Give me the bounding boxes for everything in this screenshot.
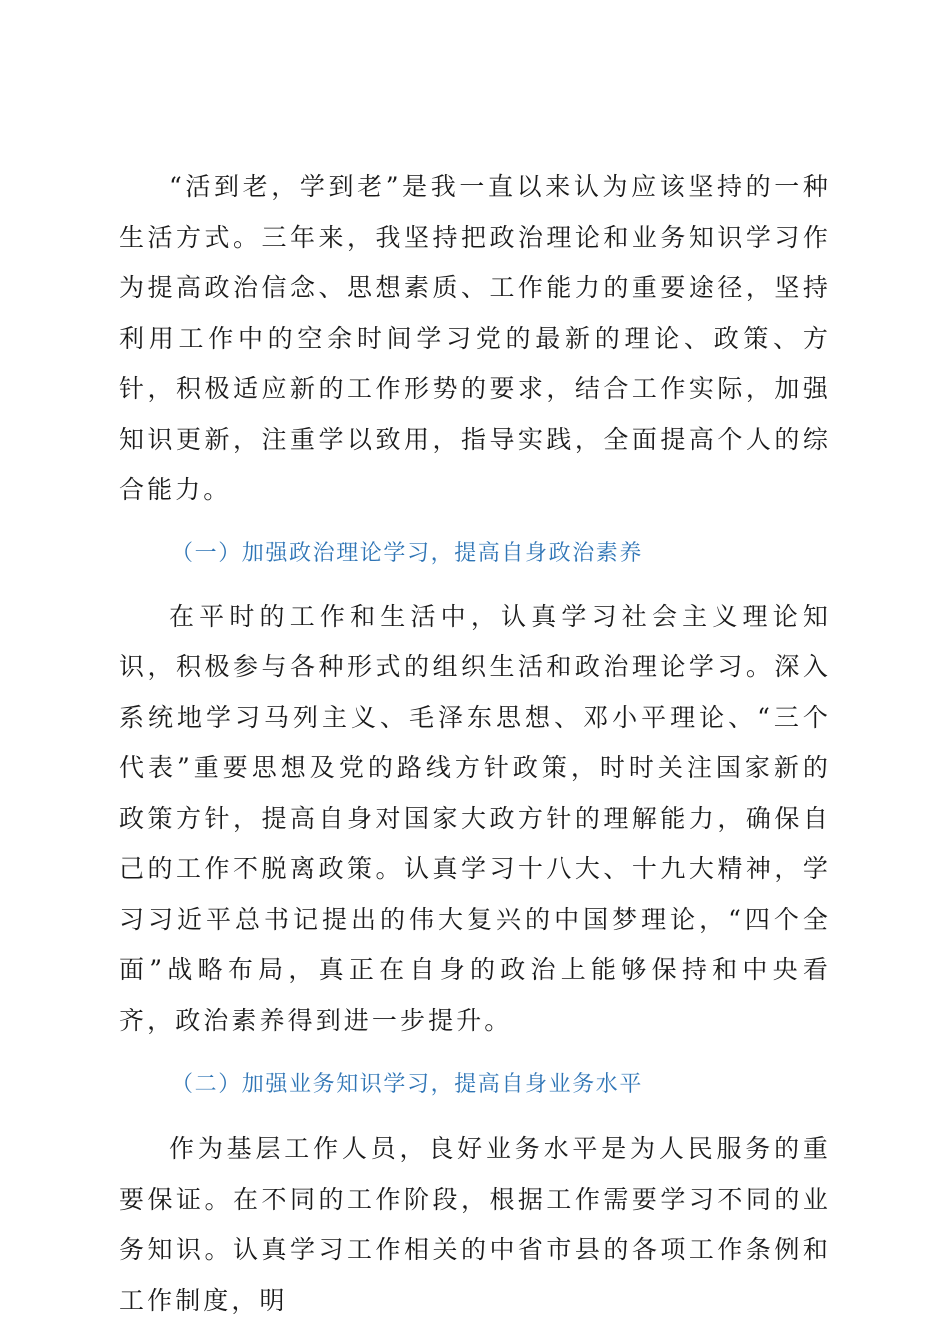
section-heading-2: （二）加强业务知识学习，提高自身业务水平 bbox=[171, 1072, 644, 1097]
intro-paragraph: “活到老，学到老”是我一直以来认为应该坚持的一种生活方式。三年来，我坚持把政治理论和业务知识学习作为提高政治信念、思想素质、工作能力的重要途径，坚持利用工作中的空余时间学习党的最新的理论、政策、方针，积极适应新的工作形势的要求，结合工作实际，加强知识更新，注重学以致用，指导实践，全面提高个人的综合能力。 bbox=[119, 172, 831, 504]
section-1-paragraph: 在平时的工作和生活中，认真学习社会主义理论知识，积极参与各种形式的组织生活和政治理论学习。深入系统地学习马列主义、毛泽东思想、邓小平理论、“三个代表”重要思想及党的路线方针政策，时时关注国家新的政策方针，提高自身对国家大政方针的理解能力，确保自己的工作不脱离政策。认真学习十八大、十九大精神，学习习近平总书记提出的伟大复兴的中国梦理论，“四个全面”战略布局，真正在自身的政治上能够保持和中央看齐，政治素养得到进一步提升。 bbox=[119, 601, 831, 1035]
section-heading-1: （一）加强政治理论学习，提高自身政治素养 bbox=[171, 540, 644, 566]
section-2-paragraph: 作为基层工作人员，良好业务水平是为人民服务的重要保证。在不同的工作阶段，根据工作需要学习不同的业务知识。认真学习工作相关的中省市县的各项工作条例和工作制度，明 bbox=[119, 1134, 831, 1315]
document-body bbox=[119, 162, 831, 1326]
